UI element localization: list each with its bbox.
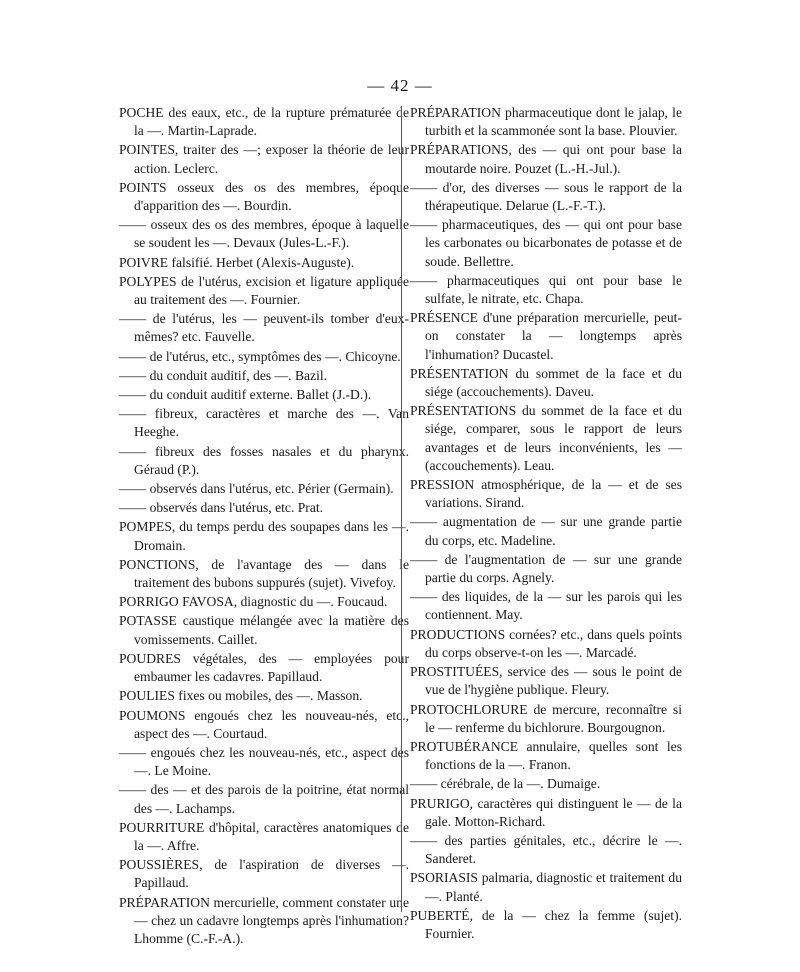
index-entry: —— augmentation de — sur une grande partie du corps, etc. Madeline. [410,514,682,548]
index-entry: —— pharmaceutiques, des — qui ont pour base les carbonates ou bicarbonates de potasse et de soude. Bellettre. [410,217,682,269]
index-entry: —— osseux des os des membres, époque à laquelle se soudent les —. Devaux (Jules-L.-F.). [119,217,409,251]
index-entry: POULIES fixes ou mobiles, des —. Masson. [119,688,363,704]
index-entry: —— de l'utérus, les — peuvent-ils tomber d'eux-mêmes? etc. Fauvelle. [119,311,409,345]
index-entry: —— des parties génitales, etc., décrire le —. Sanderet. [410,832,682,867]
index-entry: POINTES, traiter des —; exposer la théorie de leur action. Leclerc. [119,142,409,176]
index-entry: —— observés dans l'utérus, etc. Prat. [119,500,324,516]
index-entry: PRÉPARATIONS, des — qui ont pour base la moutarde noire. Pouzet (L.-H.-Jul.). [410,142,682,176]
index-entry: —— des — et des parois de la poitrine, état normal des —. Lachamps. [119,782,409,816]
index-entry: PONCTIONS, de l'avantage des — dans le traitement des bubons suppurés (sujet). Vivefoy. [119,556,409,591]
index-entry: —— observés dans l'utérus, etc. Périer (Germain). [119,481,394,497]
index-entry: PRÉSENTATIONS du sommet de la face et du siége, comparer, sous le rapport de leurs avantages et de leurs inconvénients, les — (accouchements). Leau. [410,403,682,473]
index-entry: —— du conduit auditif externe. Ballet (J.-D.). [119,387,372,403]
index-entry: —— cérébrale, de la —. Dumaige. [410,776,601,792]
index-entry: —— fibreux des fosses nasales et du pharynx. Géraud (P.). [119,443,409,477]
index-entry: POLYPES de l'utérus, excision et ligature appliquée au traitement des —. Fournier. [119,273,409,308]
index-entry: PRURIGO, caractères qui distinguent le — de la gale. Motton-Richard. [410,795,682,829]
index-entry: POUDRES végétales, des — employées pour embaumer les cadavres. Papillaud. [119,650,409,685]
left-column [119,104,409,949]
index-entry: POCHE des eaux, etc., de la rupture prématurée de la —. Martin-Laprade. [119,105,409,139]
index-entry: PROSTITUÉES, service des — sous le point de vue de l'hygiène publique. Fleury. [410,664,682,698]
index-entry: POIVRE falsifié. Herbet (Alexis-Auguste). [119,254,355,270]
index-entry: —— de l'utérus, etc., symptômes des —. Chicoyne. [119,348,401,364]
index-entry: PSORIASIS palmaria, diagnostic et traitement du —. Planté. [410,870,682,904]
index-entry: PRÉSENTATION du sommet de la face et du siége (accouchements). Daveu. [410,365,682,400]
index-entry: PRÉPARATION mercurielle, comment constater une — chez un cadavre longtemps après l'inhumation? Lhomme (C.-F.-A.). [119,894,409,946]
index-entry: PRÉPARATION pharmaceutique dont le jalap, le turbith et la scammonée sont la base. Plouvier. [410,105,682,139]
index-entry: —— du conduit auditif, des —. Bazil. [119,367,328,383]
index-entry: POURRITURE d'hôpital, caractères anatomiques de la —. Affre. [119,819,409,853]
index-entry: —— engoués chez les nouveau-nés, etc., aspect des —. Le Moine. [119,744,409,779]
index-entry: PROTOCHLORURE de mercure, reconnaître si le — renferme du bichlorure. Bourgougnon. [410,701,682,735]
index-entry: POUMONS engoués chez les nouveau-nés, etc., aspect des —. Courtaud. [119,707,409,741]
index-entry: PORRIGO FAVOSA, diagnostic du —. Foucaud. [119,594,388,610]
index-entry: POUSSIÈRES, de l'aspiration de diverses —. Papillaud. [119,857,409,891]
index-entry: PRESSION atmosphérique, de la — et de ses variations. Sirand. [410,477,682,511]
index-entry: —— fibreux, caractères et marche des —. Van Heeghe. [119,406,409,440]
index-entry: POINTS osseux des os des membres, époque d'apparition des —. Bourdin. [119,179,409,214]
column-divider [401,106,402,912]
index-entry: —— pharmaceutiques qui ont pour base le sulfate, le nitrate, etc. Chapa. [410,272,682,307]
index-entry: PRÉSENCE d'une préparation mercurielle, peut-on constater la — longtemps après l'inhumation? Ducastel. [410,310,682,362]
index-entry: —— de l'augmentation de — sur une grande partie du corps. Agnely. [410,551,682,586]
index-entry: POMPES, du temps perdu des soupapes dans les —. Dromain. [119,519,409,553]
page-number: — 42 — [367,76,433,95]
index-entry: PRODUCTIONS cornées? etc., dans quels points du corps observe-t-on les —. Marcadé. [410,626,682,660]
index-entry: PUBERTÉ, de la — chez la femme (sujet). Fournier. [410,907,682,941]
index-entry: —— d'or, des diverses — sous le rapport de la thérapeutique. Delarue (L.-F.-T.). [410,179,682,214]
index-entry: PROTUBÉRANCE annulaire, quelles sont les fonctions de la —. Franon. [410,738,682,773]
index-entry: POTASSE caustique mélangée avec la matière des vomissements. Caillet. [119,613,409,647]
index-entry: —— des liquides, de la — sur les parois qui les contiennent. May. [410,589,682,623]
right-column [410,104,682,944]
